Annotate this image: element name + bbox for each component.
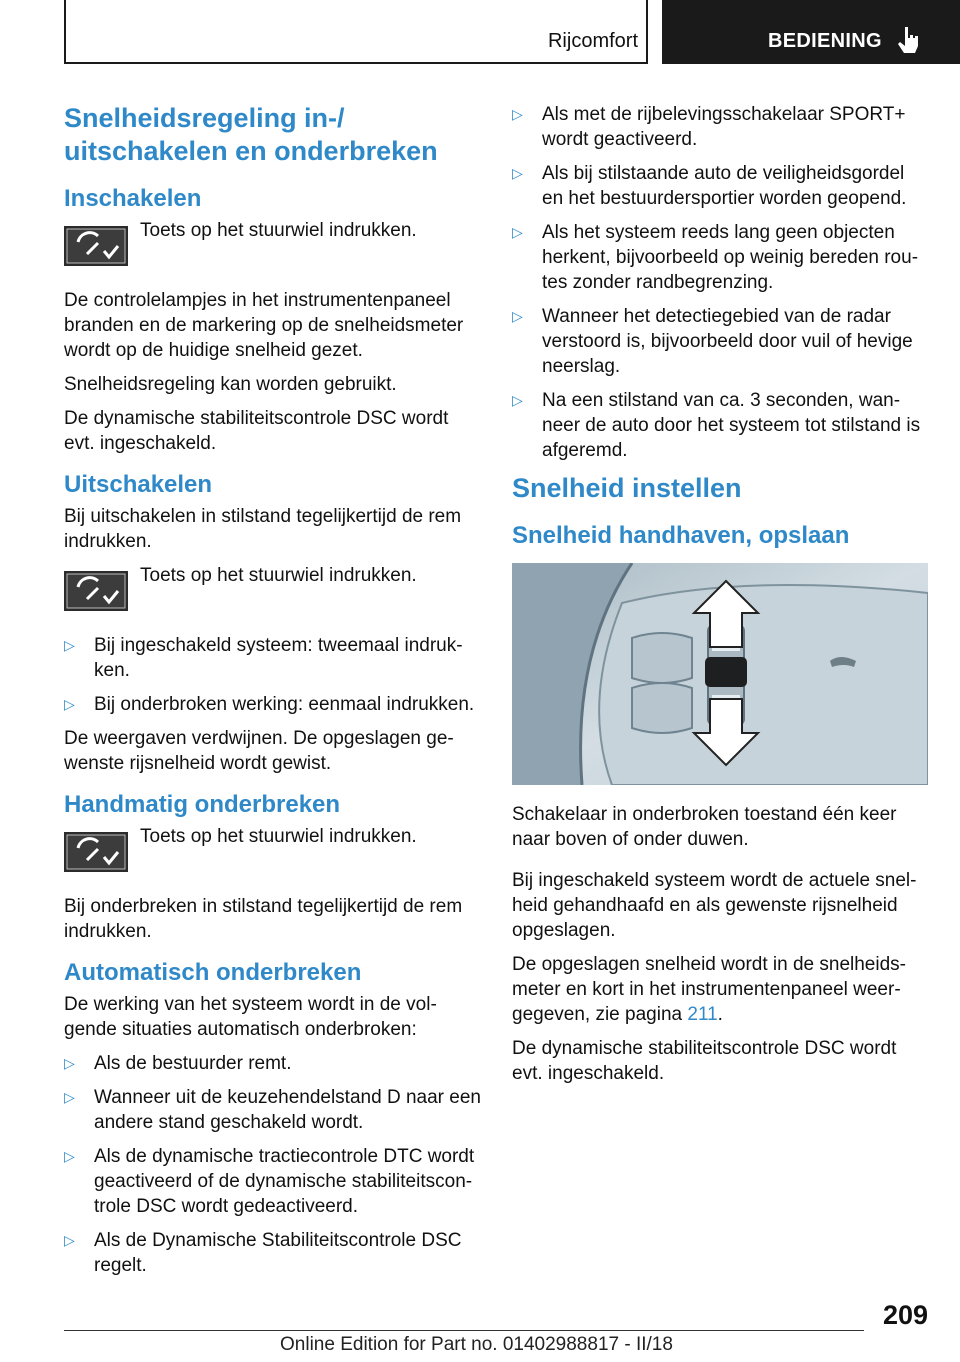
paragraph: De weergaven verdwijnen. De opgeslagen ge- wenste rijsnelheid wordt gewist. <box>64 728 454 774</box>
cruise-control-button-icon <box>64 226 128 266</box>
paragraph: De werking van het systeem wordt in de vol- gende situaties automatisch onderbroken: <box>64 994 437 1040</box>
subheading-uitschakelen: Uitschakelen <box>64 471 213 498</box>
triangle-bullet-icon: ▷ <box>64 696 75 712</box>
list-item: ▷ Wanneer uit de keuzehendelstand D naar een andere stand geschakeld wordt. <box>64 1087 481 1133</box>
list-item: ▷ Als de bestuurder remt. <box>64 1053 292 1074</box>
subheading-handhaven: Snelheid handhaven, opslaan <box>512 522 850 549</box>
icon-caption: Toets op het stuurwiel indrukken. <box>140 220 417 241</box>
list-item: ▷ Als de Dynamische Stabiliteitscontrole DSC regelt. <box>64 1230 462 1276</box>
paragraph: De dynamische stabiliteitscontrole DSC wordt evt. ingeschakeld. <box>64 408 449 454</box>
list-item: ▷ Als bij stilstaande auto de veiligheidsgordel en het bestuurdersportier worden geopend. <box>512 163 907 209</box>
list-item: ▷ Als het systeem reeds lang geen objecten herkent, bijvoorbeeld op weinig bereden rou- tes zonder randbegrenzing. <box>512 222 919 293</box>
triangle-bullet-icon: ▷ <box>64 1089 75 1105</box>
triangle-bullet-icon: ▷ <box>64 1232 75 1248</box>
list-item: ▷ Wanneer het detectiegebied van de radar verstoord is, bijvoorbeeld door vuil of hevige neerslag. <box>512 306 913 377</box>
list-item: ▷ Bij ingeschakeld systeem: tweemaal indruk- ken. <box>64 635 463 681</box>
paragraph: De dynamische stabiliteitscontrole DSC wordt evt. ingeschakeld. <box>512 1038 897 1084</box>
subheading-handmatig: Handmatig onderbreken <box>64 791 341 818</box>
right-column <box>512 102 928 1095</box>
triangle-bullet-icon: ▷ <box>512 165 523 181</box>
list-item: ▷ Na een stilstand van ca. 3 seconden, wan- neer de auto door het systeem tot stilstand is afgeremd. <box>512 390 921 461</box>
pointing-hand-icon <box>896 26 920 54</box>
section-heading: Snelheidsregeling in-/ uitschakelen en onderbreken <box>64 103 438 166</box>
cruise-control-button-icon <box>64 832 128 872</box>
bullet-list <box>512 102 928 463</box>
list-item: ▷ Als de dynamische tractiecontrole DTC wordt geactiveerd of de dynamische stabiliteitscon- trole DSC wordt gedeactiveerd. <box>64 1146 475 1217</box>
list-item: ▷ Als met de rijbelevingsschakelaar SPORT+ wordt geactiveerd. <box>512 104 906 150</box>
icon-caption: Toets op het stuurwiel indrukken. <box>140 826 417 847</box>
page-reference-link[interactable]: 211 <box>687 1004 718 1025</box>
subheading-inschakelen: Inschakelen <box>64 185 202 212</box>
chapter-tab[interactable] <box>662 0 960 64</box>
paragraph: Bij onderbreken in stilstand tegelijkertijd de rem indrukken. <box>64 896 463 942</box>
page-number: 209 <box>882 1300 928 1330</box>
paragraph: Bij uitschakelen in stilstand tegelijkertijd de rem indrukken. <box>64 506 462 552</box>
triangle-bullet-icon: ▷ <box>64 1055 75 1071</box>
left-column <box>64 102 482 1287</box>
triangle-bullet-icon: ▷ <box>512 224 523 240</box>
icon-row-uitschakelen <box>64 563 482 625</box>
icon-row-handmatig <box>64 824 482 886</box>
cruise-control-button-icon <box>64 571 128 611</box>
triangle-bullet-icon: ▷ <box>64 637 75 653</box>
icon-caption: Toets op het stuurwiel indrukken. <box>140 565 417 586</box>
section-title: Rijcomfort <box>547 30 638 52</box>
footer-edition: Online Edition for Part no. 01402988817 - II/18 <box>280 1334 673 1355</box>
paragraph: De controlelampjes in het instrumentenpaneel branden en de markering op de snelheidsmeter wordt op de huidige snelheid gezet. <box>64 290 464 361</box>
triangle-bullet-icon: ▷ <box>512 106 523 122</box>
triangle-bullet-icon: ▷ <box>512 308 523 324</box>
triangle-bullet-icon: ▷ <box>512 392 523 408</box>
list-item: ▷ Bij onderbroken werking: eenmaal indrukken. <box>64 694 475 715</box>
photo-caption: Schakelaar in onderbroken toestand één keer naar boven of onder duwen. <box>512 804 897 850</box>
subheading-automatisch: Automatisch onderbreken <box>64 959 362 986</box>
paragraph-with-link: De opgeslagen snelheid wordt in de snelheids- meter en kort in het instrumentenpaneel weer- gegeven, zie pagina 211. <box>512 954 906 1025</box>
bullet-list <box>64 1051 482 1278</box>
triangle-bullet-icon: ▷ <box>64 1148 75 1164</box>
section-heading: Snelheid instellen <box>512 473 742 503</box>
bullet-list <box>64 633 482 717</box>
icon-row-inschakelen <box>64 218 482 280</box>
paragraph: Snelheidsregeling kan worden gebruikt. <box>64 374 397 395</box>
steering-wheel-switch-photo <box>512 563 928 785</box>
chapter-label: BEDIENING <box>768 30 882 52</box>
paragraph: Bij ingeschakeld systeem wordt de actuele snel- heid gehandhaafd en als gewenste rijsnelheid opgeslagen. <box>512 870 917 941</box>
footer-divider <box>64 1330 864 1331</box>
